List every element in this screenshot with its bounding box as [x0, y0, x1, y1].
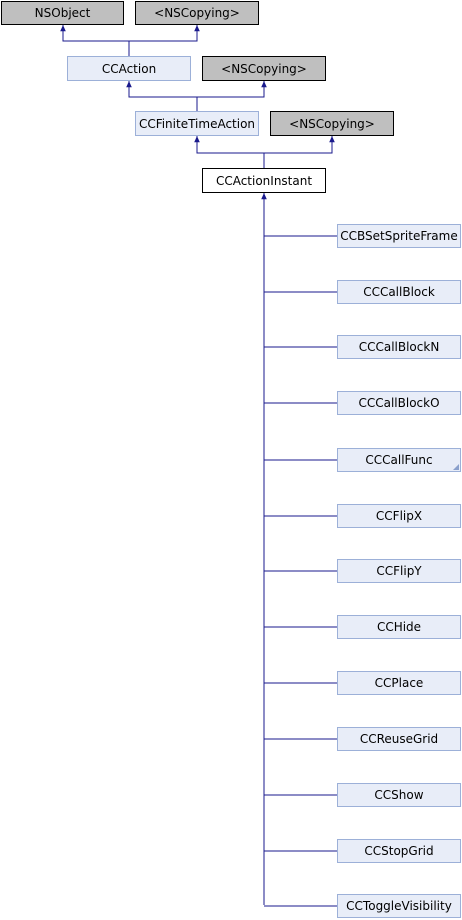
node-ccactioninstant: CCActionInstant — [202, 168, 326, 193]
node-subclass[interactable]: CCFlipX — [337, 504, 461, 528]
node-subclass[interactable]: CCCallBlock — [337, 280, 461, 304]
node-subclass[interactable]: CCCallBlockN — [337, 335, 461, 359]
node-nscopying-protocol[interactable]: <NSCopying> — [135, 1, 259, 25]
node-subclass[interactable]: CCHide — [337, 615, 461, 639]
node-subclass[interactable]: CCStopGrid — [337, 839, 461, 863]
node-subclass[interactable]: CCCallFunc — [337, 448, 461, 472]
has-more-subclasses-icon — [453, 464, 459, 470]
node-subclass[interactable]: CCCallBlockO — [337, 391, 461, 415]
node-subclass[interactable]: CCFlipY — [337, 559, 461, 583]
edge-ccaction-nscopying — [129, 25, 197, 41]
node-subclass[interactable]: CCBSetSpriteFrame — [337, 224, 461, 248]
node-subclass[interactable]: CCShow — [337, 783, 461, 807]
edge-finitetime-nscopying — [197, 81, 264, 97]
node-subclass[interactable]: CCReuseGrid — [337, 727, 461, 751]
node-nscopying-protocol[interactable]: <NSCopying> — [202, 56, 326, 81]
node-subclass[interactable]: CCToggleVisibility — [337, 894, 461, 918]
node-ccfinitetimeaction[interactable]: CCFiniteTimeAction — [135, 111, 259, 136]
edge-finitetime-ccaction — [129, 81, 197, 111]
edge-instant-nscopying — [264, 136, 332, 153]
edge-instant-finitetime — [197, 136, 264, 168]
node-ccaction[interactable]: CCAction — [67, 56, 191, 81]
node-subclass[interactable]: CCPlace — [337, 671, 461, 695]
node-nscopying-protocol[interactable]: <NSCopying> — [270, 111, 394, 136]
edge-ccaction-nsobject — [63, 25, 129, 56]
node-nsobject[interactable]: NSObject — [1, 1, 124, 25]
